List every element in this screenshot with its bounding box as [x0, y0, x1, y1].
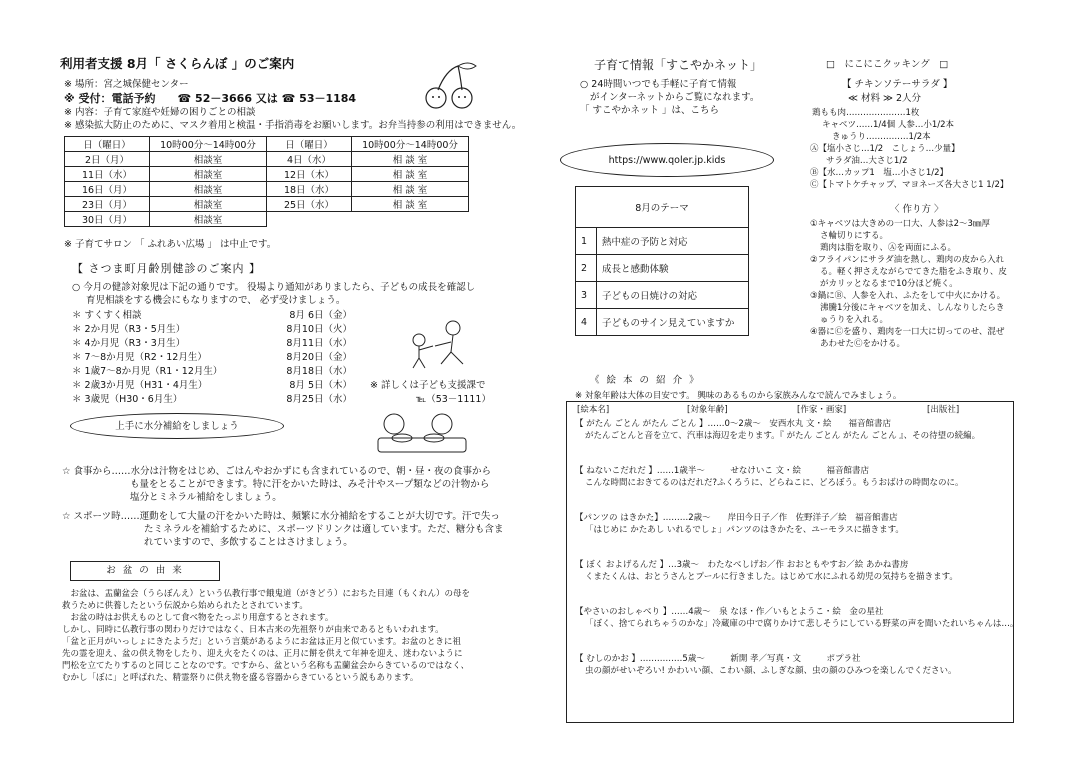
checkup-date: 8月20日（金）: [286, 352, 352, 363]
checkup-name: ＊ 4か月児（R3・3月生）: [72, 338, 186, 349]
schedule-cell: 25日（水）: [267, 197, 352, 212]
salon-note: ※ 子育てサロン 「 ふれあい広場 」 は中止です。: [64, 239, 277, 250]
inquiry-tel: ℡（53－1111）: [416, 394, 491, 405]
checkup-date: 8月18日（水）: [286, 366, 352, 377]
book-entry: [575, 559, 1007, 606]
ingredients-heading: ≪ 材料 ≫ 2人分: [848, 93, 921, 104]
schedule-header: 10時00分～14時00分: [352, 137, 469, 152]
checkup-name: ＊ 3歳児（H30・6月生）: [72, 394, 183, 405]
book-entry: [575, 465, 1007, 512]
obon-line: 「盆と正月がいっしょにきたようだ」という言葉があるようにお盆は正月と似ています。お盆のときに祖: [62, 637, 461, 647]
tip-line: 塩分とミネラル補給をしましょう。: [130, 492, 282, 503]
book-desc: 「はじめに かたあし いれるでしょ」パンツのはきかたを、ユーモラスに描きます。: [585, 525, 904, 535]
theme-item: 熱中症の予防と対応: [597, 228, 749, 255]
url-text: https://www.qoler.jp.kids: [608, 154, 726, 166]
cooking-title: □ にこにこクッキング □: [826, 59, 949, 70]
book-title: 【 むしのかお 】……………5歳～ 新開 孝／写真・文 ポプラ社: [575, 654, 861, 664]
schedule-cell: 11日（水）: [65, 167, 150, 182]
checkup-item: [72, 309, 352, 323]
theme-item: 子どもの日焼けの対応: [597, 282, 749, 309]
books-header-cell: [作家・画家]: [797, 405, 847, 415]
step-line: ③鍋にⒷ、人参を入れ、ふたをして中火にかける。: [810, 291, 1006, 301]
step-line: 沸騰1分後にキャベツを加え、しんなりしたらき: [820, 303, 1005, 313]
schedule-cell: 18日（水）: [267, 182, 352, 197]
book-desc: がたんごとんと音を立て、汽車は海辺を走ります。『 がたん ごとん がたん ごとん 』、その待望の続編。: [585, 431, 981, 441]
ingredient: キャベツ……1/4個 人参…小1/2本: [822, 120, 955, 130]
schedule-cell-empty: [352, 212, 469, 227]
info-notice: ※ 感染拡大防止のために、マスク着用と検温・手指消毒をお願いします。お弁当持参の利用はできません。: [64, 120, 522, 131]
books-header-cell: [絵本名]: [577, 405, 610, 415]
schedule-cell: 相 談 室: [352, 182, 469, 197]
obon-line: しかし、同時に仏教行事の関わりだけではなく、日本古来の先祖祭りが由来であるともいわれます。: [62, 625, 444, 635]
checkup-name: ＊ すくすく相談: [72, 310, 142, 321]
obon-line: 先の霊を迎え、盆の供え物をしたり、迎え火をたくのは、正月に餅を供えて年神を迎え、迷わないように: [62, 649, 463, 659]
step-line: ②フライパンにサラダ油を熱し、鶏肉の皮から入れ: [810, 255, 1005, 265]
schedule-cell: 相談室: [150, 182, 267, 197]
url-bubble: [560, 143, 774, 177]
checkup-intro: ○ 今月の健診対象児は下記の通りです。 役場より通知がありましたら、子どもの成長を確認し: [72, 282, 476, 293]
schedule-cell: 12日（木）: [267, 167, 352, 182]
theme-table: [575, 186, 749, 336]
checkup-item: [72, 379, 352, 393]
checkup-item: [72, 393, 352, 407]
book-desc: 「ぼく、捨てられちゃうのかな」冷蔵庫の中で腐りかけて悲しそうにしている野菜の声を聞いたれいちゃんは…。: [585, 619, 1019, 629]
checkup-date: 8月 6日（金）: [289, 310, 352, 321]
obon-title: お 盆 の 由 来: [70, 561, 220, 581]
schedule-cell: 相談室: [150, 152, 267, 167]
schedule-header: 日（曜日）: [65, 137, 150, 152]
tip-line: たミネラルを補給するために、スポーツドリンクは適しています。ただ、糖分も含ま: [144, 524, 504, 535]
sukoyaka-title: 子育て情報「すこやかネット」: [594, 58, 763, 72]
schedule-cell: 2日（月）: [65, 152, 150, 167]
schedule-cell: 相談室: [150, 197, 267, 212]
schedule-cell: 相談室: [150, 167, 267, 182]
book-title: 【パンツの はきかた】………2歳～ 岸田今日子／作 佐野洋子／絵 福音館書店: [575, 513, 898, 523]
recipe-name: 【 チキンソテーサラダ 】: [842, 79, 953, 90]
checkup-item: [72, 365, 352, 379]
checkup-name: ＊ 2歳3か月児（H31・4月生）: [72, 380, 208, 391]
kids-eating-illustration: [372, 408, 472, 458]
step-line: がカリッとなるまで10分ほど焼く。: [820, 279, 958, 289]
tip-line: ☆ スポーツ時……運動をして大量の汗をかいた時は、頻繁に水分補給をすることが大切です。汗で失っ: [62, 511, 500, 522]
schedule-cell: 4日（水）: [267, 152, 352, 167]
schedule-cell: 相 談 室: [352, 167, 469, 182]
books-title: 《 絵 本 の 紹 介 》: [590, 375, 701, 386]
step-line: あわせたⒸをかける。: [820, 339, 906, 349]
books-box: [566, 401, 1019, 723]
tip-line: も量をとることができます。特に汗をかいた時は、みそ汁やスープ類などの汁物から: [130, 479, 490, 490]
checkup-list: [72, 309, 352, 407]
schedule-cell: 30日（月）: [65, 212, 150, 227]
schedule-header: 日（曜日）: [267, 137, 352, 152]
checkup-date: 8月25日（水）: [286, 394, 352, 405]
ingredient: きゅうり……………1/2本: [832, 132, 931, 142]
step-line: さ輪切りにする。: [820, 231, 889, 241]
schedule-cell: 相談室: [150, 212, 267, 227]
book-desc: 虫の顔がせいぞろい! かわいい顔、こわい顔、ふしぎな顔、虫の顔のひみつを楽しんでください。: [585, 666, 957, 676]
schedule-header: 10時00分～14時00分: [150, 137, 267, 152]
schedule-cell: 相 談 室: [352, 197, 469, 212]
obon-line: むかし「ぼに」と呼ばれた、精霊祭りに供え物を盛る容器からきているという説もあります。: [62, 673, 419, 683]
ingredient: Ⓑ【水…カップ1 塩…小さじ1/2】: [810, 168, 949, 178]
schedule-cell: 23日（月）: [65, 197, 150, 212]
inquiry-note: ※ 詳しくは子ども支援課で: [370, 380, 486, 391]
book-title: 【 がたん ごとん がたん ごとん 】……0～2歳～ 安西水丸 文・絵 福音館書店: [575, 419, 892, 429]
schedule-cell-empty: [267, 212, 352, 227]
checkup-name: ＊ 1歳7～8か月児（R1・12月生）: [72, 366, 223, 377]
consultation-schedule-table: [64, 136, 469, 227]
tip-line: ☆ 食事から……水分は汁物をはじめ、ごはんやおかずにも含まれているので、朝・昼・夜の食事から: [62, 466, 491, 477]
checkup-title: 【 さつま町月齢別健診のご案内 】: [72, 262, 261, 275]
checkup-date: 8月10日（火）: [286, 324, 352, 335]
checkup-item: [72, 351, 352, 365]
books-header-cell: [対象年齢]: [687, 405, 728, 415]
sukoyaka-text: ○ 24時間いつでも手軽に子育て情報: [580, 79, 737, 90]
sukoyaka-text: 「 すこやかネット 」は、こちら: [580, 105, 720, 116]
ingredient: サラダ油…大さじ1/2: [826, 156, 908, 166]
book-entry: [575, 653, 1007, 700]
theme-item: 子どものサイン見えていますか: [597, 309, 749, 336]
theme-num: 3: [576, 282, 597, 309]
step-line: る。軽く押さえながらでてきた脂をふき取り、皮: [820, 267, 1007, 277]
schedule-cell: 相 談 室: [352, 152, 469, 167]
theme-num: 4: [576, 309, 597, 336]
books-header: [567, 402, 1013, 416]
book-entry: [575, 418, 1007, 465]
obon-line: 救うために供養したという伝説から始められたとされています。: [62, 601, 308, 611]
steps-heading: 〈 作り方 〉: [890, 204, 944, 215]
step-line: ①キャベツは大きめの一口大、人参は2～3㎜厚: [810, 219, 990, 229]
book-title: 【 ねないこだれだ 】……1歳半～ せなけいこ 文・絵 福音館書店: [575, 466, 870, 476]
tip-line: れていますので、多飲することはさけましょう。: [144, 537, 353, 548]
checkup-name: ＊ 2か月児（R3・5月生）: [72, 324, 186, 335]
checkup-name: ＊ 7～8か月児（R2・12月生）: [72, 352, 207, 363]
info-content: ※ 内容：子育て家庭や妊婦の困りごとの相談: [64, 107, 256, 118]
ingredient: 鶏もも肉…………………1枚: [812, 108, 920, 118]
book-title: 【やさいのおしゃべり 】……4歳～ 泉 なほ・作／いもとようこ・絵 金の星社: [575, 607, 884, 617]
theme-num: 1: [576, 228, 597, 255]
book-desc: くまたくんは、おとうさんとプールに行きました。はじめて水にふれる幼児の気持ちを描きます。: [585, 572, 958, 582]
ingredient: Ⓐ【塩小さじ…1/2 こしょう…少量】: [810, 144, 960, 154]
theme-item: 成長と感動体験: [597, 255, 749, 282]
book-entry: [575, 606, 1019, 653]
book-entry: [575, 512, 1007, 559]
books-note: ※ 対象年齢は大体の目安です。 興味のあるものから家族みんなで読んでみましょう。: [575, 391, 902, 401]
obon-line: お盆の時はお供えものとして食べ物をたっぷり用意するとされます。: [62, 613, 334, 623]
theme-num: 2: [576, 255, 597, 282]
checkup-item: [72, 337, 352, 351]
checkup-intro: 育児相談をする機会にもなりますので、 必ず受けましょう。: [86, 295, 346, 306]
checkup-date: 8月11日（水）: [286, 338, 352, 349]
theme-header: 8月のテーマ: [576, 187, 749, 228]
sukoyaka-text: がインターネットからご覧になれます。: [590, 92, 760, 103]
step-line: 鶏肉は脂を取り、Ⓐを両面にふる。: [820, 243, 957, 253]
step-line: ゅうりを入れる。: [820, 315, 889, 325]
ingredient: Ⓒ【トマトケチャップ、マヨネーズ各大さじ1 1/2】: [810, 180, 1009, 190]
checkup-item: [72, 323, 352, 337]
book-desc: こんな時間におきてるのはだれだ?ふくろうに、どらねこに、どろぼう。もうおばけの時間なのに。: [585, 478, 964, 488]
parent-child-illustration: [405, 318, 477, 370]
water-bubble-text: 上手に水分補給をしましょう: [115, 420, 239, 432]
left-heading: 利用者支援 8月「 さくらんぼ 」のご案内: [60, 56, 295, 71]
checkup-date: 8月 5日（木）: [289, 380, 352, 391]
step-line: ④器にⒸを盛り、鶏肉を一口大に切ってのせ、混ぜ: [810, 327, 1005, 337]
obon-line: 門松を立てたりするのと同じことなのです。ですから、盆という名称も盂蘭盆会からきているのではなく、: [62, 661, 470, 671]
obon-line: お盆は、盂蘭盆会（うらぼんえ）という仏教行事で餓鬼道（がきどう）におちた目連（もくれん）の母を: [62, 589, 471, 599]
books-header-cell: [出版社]: [927, 405, 960, 415]
water-bubble: [70, 413, 284, 439]
info-place: ※ 場所：宮之城保健センター: [64, 79, 189, 90]
book-title: 【 ぼく およげるんだ 】…3歳～ わたなべしげお／作 おおともやすお／絵 あかね書房: [575, 560, 909, 570]
schedule-cell: 16日（月）: [65, 182, 150, 197]
info-reception: ※ 受付：電話予約 ☎ 52－3666 又は ☎ 53－1184: [64, 92, 357, 105]
